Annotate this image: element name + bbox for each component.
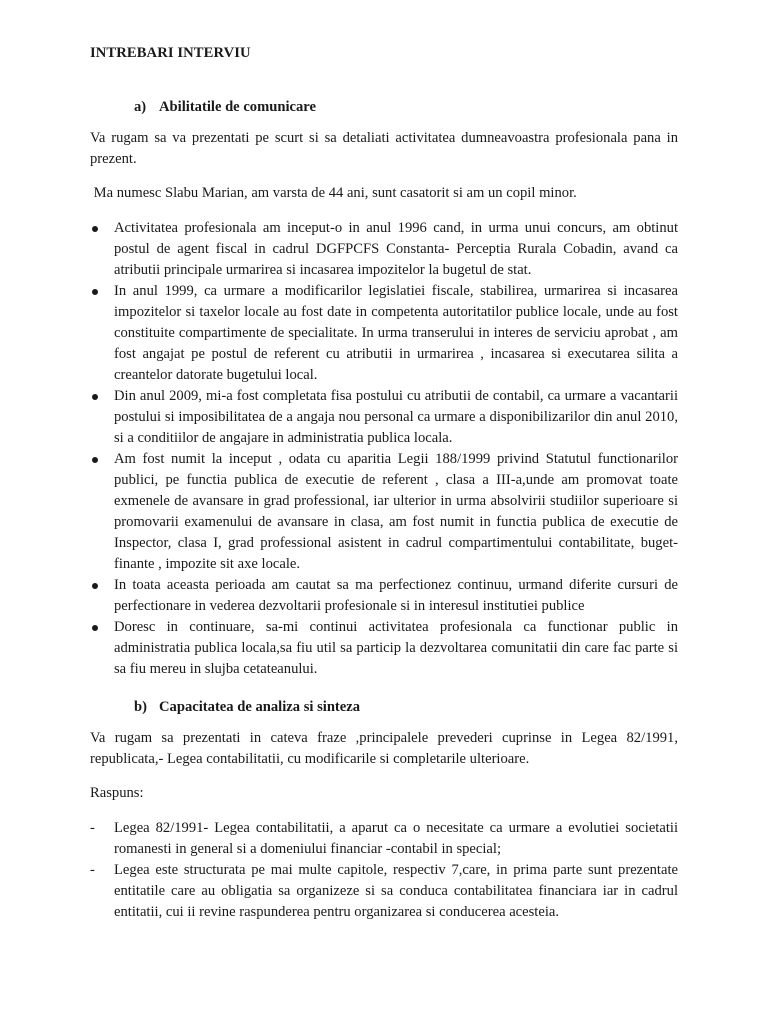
dash-item <box>90 818 678 860</box>
section-b-heading <box>134 698 678 716</box>
document-page <box>90 44 678 923</box>
bullet-item <box>90 449 678 575</box>
dash-marker: - <box>90 820 95 836</box>
bullet-item <box>90 617 678 680</box>
section-a-heading <box>134 98 678 116</box>
bullet-text: Din anul 2009, mi-a fost completata fisa postului cu atributii de contabil, ca urmare a vacantarii postului si imposibilitatea de a angaja nou personal ca urmare a disponibilizarilor din anul 2010, si a conditiilor de angajare in administratia publica locala. <box>114 388 678 446</box>
section-a-question: Va rugam sa va prezentati pe scurt si sa detaliati activitatea dumneavoastra profesionala pana in prezent. <box>90 130 678 167</box>
bullet-item <box>90 281 678 386</box>
section-b-dash-list <box>90 818 678 923</box>
dash-text: Legea 82/1991- Legea contabilitatii, a aparut ca o necesitate ca urmare a evolutiei societatii romanesti in general si a domeniului financiar -contabil in special; <box>114 820 678 857</box>
answer-label: Raspuns: <box>90 785 144 801</box>
section-a-heading-text: Abilitatile de comunicare <box>159 99 316 115</box>
section-a-marker: a) <box>134 99 147 115</box>
bullet-item <box>90 575 678 617</box>
bullet-text: In anul 1999, ca urmare a modificarilor legislatiei fiscale, stabilirea, urmarirea si incasarea impozitelor si taxelor locale au fost date in competenta autoritatilor publice locale, unde au fost constituite compartimente de specialitate. In urma transerului in interes de serviciu aprobat , am fost angajat pe postul de referent cu atributii in urmarirea , incasarea si executarea silita a creantelor datorate bugetului local. <box>114 283 678 383</box>
section-b-heading-text: Capacitatea de analiza si sinteza <box>159 699 361 715</box>
bullet-item <box>90 386 678 449</box>
document-title: INTREBARI INTERVIU <box>90 45 251 61</box>
section-b-marker: b) <box>134 699 147 715</box>
dash-text: Legea este structurata pe mai multe capitole, respectiv 7,care, in prima parte sunt prezentate entitatile care au obligatia sa organizeze si sa conduca contabilitatea financiara iar in cadrul entitatii, cui ii revine raspunderea pentru organizarea si conducerea acesteia. <box>114 862 678 920</box>
bullet-text: Activitatea profesionala am inceput-o in anul 1996 cand, in urma unui concurs, am obtinut postul de agent fiscal in cadrul DGFPCFS Constanta- Perceptia Rurala Cobadin, avand ca atributii principale urmarirea si incasarea impozitelor la bugetul de stat. <box>114 220 678 278</box>
section-b-question: Va rugam sa prezentati in cateva fraze ,principalele prevederi cuprinse in Legea 82/1991, republicata,- Legea contabilitatii, cu modificarile si completarile ulterioare. <box>90 730 678 767</box>
dash-item <box>90 860 678 923</box>
section-a-bullet-list <box>90 218 678 680</box>
section-a-intro: Ma numesc Slabu Marian, am varsta de 44 ani, sunt casatorit si am un copil minor. <box>90 185 577 201</box>
dash-marker: - <box>90 862 95 878</box>
bullet-text: In toata aceasta perioada am cautat sa ma perfectionez continuu, urmand diferite cursuri de perfectionare in vederea dezvoltarii profesionale si in interesul institutiei publice <box>114 577 678 614</box>
bullet-text: Doresc in continuare, sa-mi continui activitatea profesionala ca functionar public in administratia publica locala,sa fiu util sa particip la dezvoltarea comunitatii din care fac parte si sa fiu mereu in slujba cetateanului. <box>114 619 678 677</box>
bullet-item <box>90 218 678 281</box>
bullet-text: Am fost numit la inceput , odata cu aparitia Legii 188/1999 privind Statutul functionarilor publici, pe functia publica de executie de referent , clasa a III-a,unde am promovat toate exmenele de avansare in grad professional, iar ulterior in urma absolvirii studiilor superioare si promovarii examenului de avansare in clasa, am fost numit in functia publica de executie de Inspector, clasa I, grad professional asistent in cadrul compartimentului contabilitate, buget-finante , impozite sit axe locale. <box>114 451 678 572</box>
